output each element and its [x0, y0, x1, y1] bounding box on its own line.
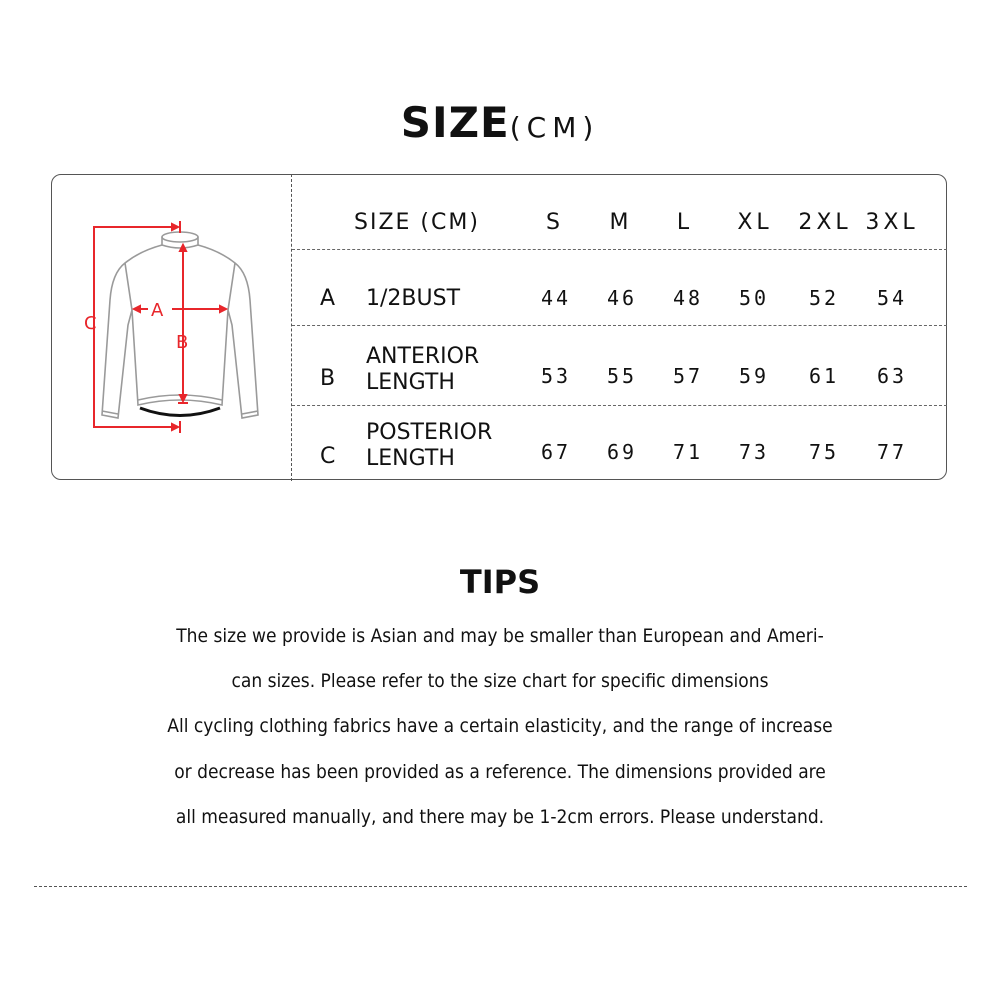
label-a: A: [151, 300, 164, 321]
row-measurement-line2: LENGTH: [366, 370, 455, 395]
tips-line: or decrease has been provided as a reference. The dimensions provided are: [174, 761, 826, 783]
table-row: [292, 326, 947, 406]
value-3xl: 77: [876, 440, 908, 464]
value-xl: 59: [738, 364, 770, 388]
tips-line: all measured manually, and there may be 1-2cm errors. Please understand.: [175, 806, 825, 828]
value-l: 71: [672, 440, 704, 464]
value-m: 55: [606, 364, 638, 388]
label-b: B: [176, 332, 189, 353]
row-letter: A: [320, 286, 336, 311]
value-xl: 50: [738, 286, 770, 310]
tips-title: TIPS: [459, 563, 541, 601]
label-c: C: [84, 313, 97, 334]
table-header-row: [292, 174, 947, 250]
row-letter: B: [320, 366, 336, 391]
header-size-2xl: 2XL: [798, 210, 852, 235]
header-label: SIZE (CM): [354, 210, 480, 235]
value-2xl: 52: [808, 286, 840, 310]
value-l: 48: [672, 286, 704, 310]
header-size-xl: XL: [737, 210, 773, 235]
value-m: 46: [606, 286, 638, 310]
row-measurement: 1/2BUST: [366, 286, 461, 311]
row-measurement-line1: ANTERIOR: [366, 344, 480, 369]
page-title-unit: (CM): [509, 111, 600, 144]
table-row: [292, 406, 947, 480]
header-size-l: L: [676, 210, 694, 235]
value-s: 53: [540, 364, 572, 388]
value-m: 69: [606, 440, 638, 464]
row-measurement-line2: LENGTH: [366, 446, 455, 471]
value-3xl: 63: [876, 364, 908, 388]
bottom-divider: [34, 886, 967, 887]
row-letter: C: [320, 444, 336, 469]
value-s: 44: [540, 286, 572, 310]
value-l: 57: [672, 364, 704, 388]
page-title: [0, 98, 1000, 147]
table-row: [292, 250, 947, 326]
value-3xl: 54: [876, 286, 908, 310]
value-2xl: 61: [808, 364, 840, 388]
header-size-3xl: 3XL: [865, 210, 919, 235]
value-s: 67: [540, 440, 572, 464]
size-table: [292, 174, 947, 480]
page-title-main: SIZE: [400, 98, 510, 147]
jersey-diagram-icon: [80, 215, 270, 445]
row-measurement-line1: POSTERIOR: [366, 420, 493, 445]
header-size-s: S: [546, 210, 564, 235]
header-size-m: M: [609, 210, 633, 235]
value-xl: 73: [738, 440, 770, 464]
tips-line: can sizes. Please refer to the size chart for specific dimensions: [231, 670, 769, 692]
value-2xl: 75: [808, 440, 840, 464]
tips-line: All cycling clothing fabrics have a certain elasticity, and the range of increase: [167, 715, 833, 737]
tips-line: The size we provide is Asian and may be smaller than European and Ameri-: [176, 625, 824, 647]
